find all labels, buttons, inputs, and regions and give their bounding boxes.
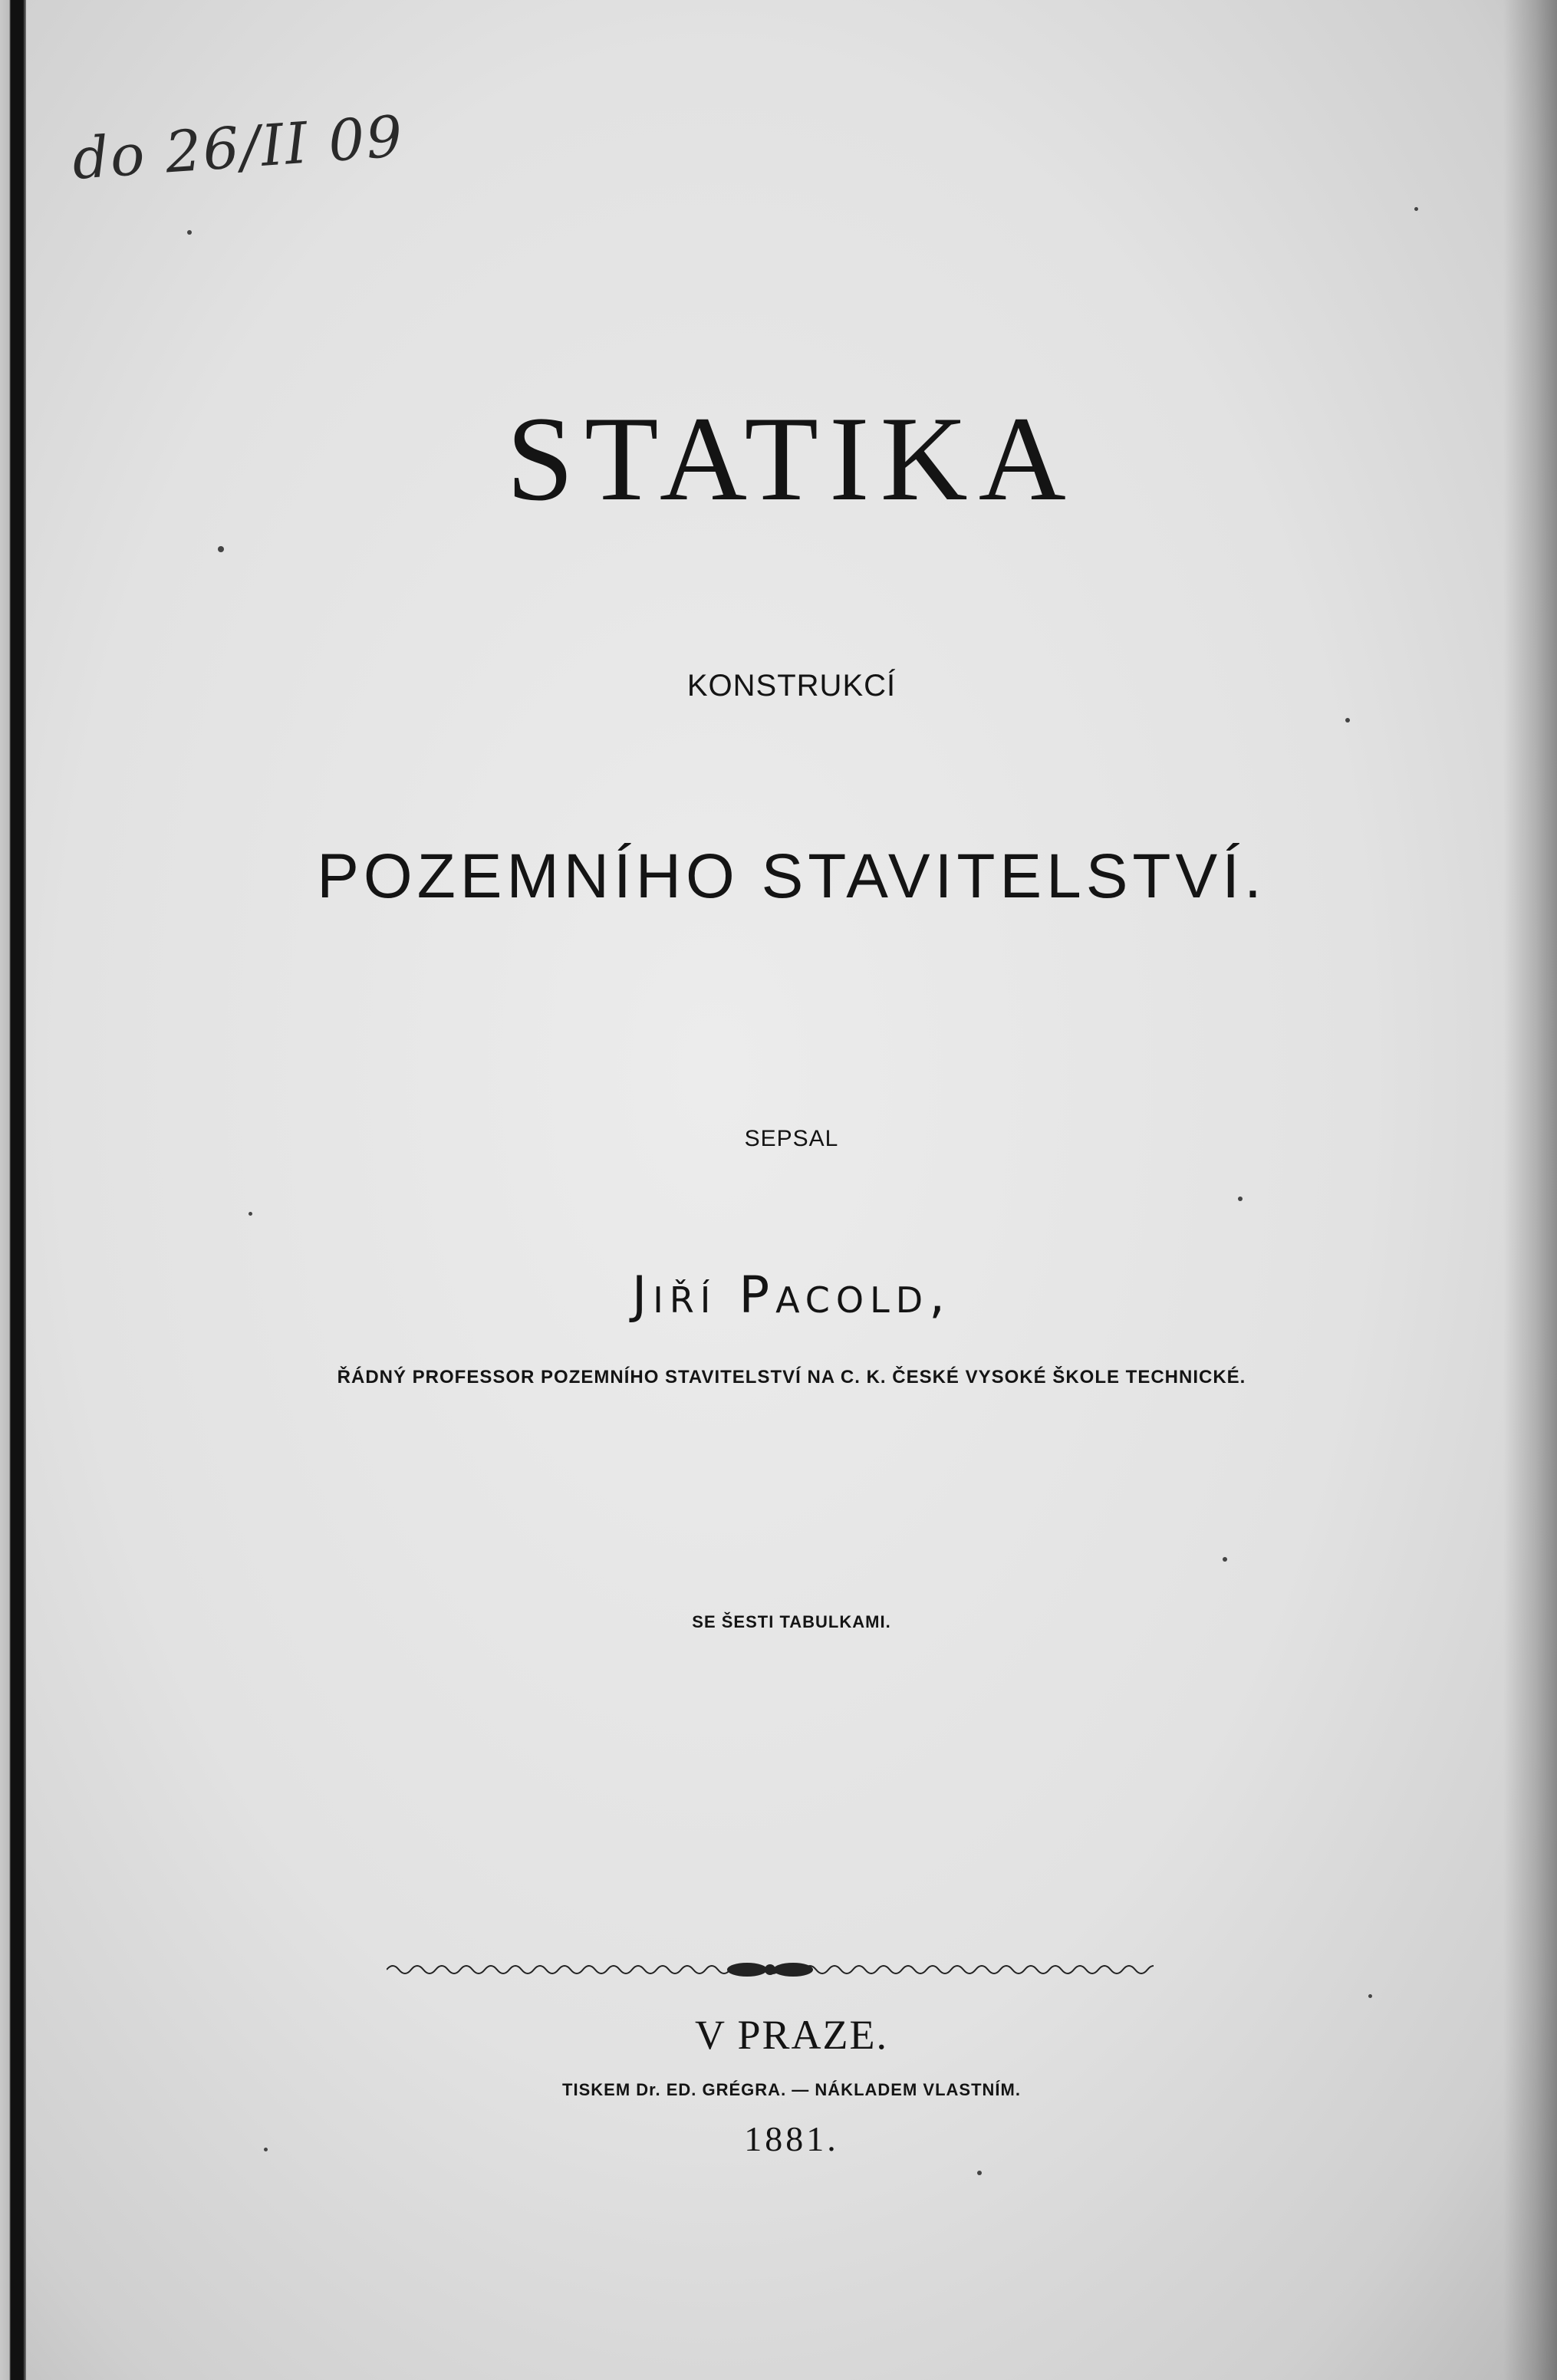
tables-note: SE ŠESTI TABULKAMI. bbox=[692, 1612, 891, 1631]
book-subject: POZEMNÍHO STAVITELSTVÍ. bbox=[317, 841, 1266, 911]
imprint-year: 1881. bbox=[744, 2119, 839, 2158]
imprint-printer: TISKEM Dr. ED. GRÉGRA. — NÁKLADEM VLASTNÍM. bbox=[562, 2080, 1021, 2099]
author-name: Jiří Pacold, bbox=[631, 1266, 952, 1325]
handwritten-note: do 26/II 09 bbox=[70, 104, 407, 193]
book-subtitle: KONSTRUKCÍ bbox=[686, 669, 897, 703]
paper-speck bbox=[1223, 1557, 1227, 1562]
paper-speck bbox=[218, 546, 224, 552]
paper-speck bbox=[264, 2148, 268, 2151]
paper-speck bbox=[1414, 207, 1418, 211]
byline-label: SEPSAL bbox=[744, 1126, 839, 1151]
book-spine-edge bbox=[0, 0, 26, 2380]
ornament-rule bbox=[387, 1954, 1154, 1985]
paper-speck bbox=[187, 230, 192, 235]
imprint-place: V PRAZE. bbox=[694, 2012, 889, 2058]
book-title: STATIKA bbox=[506, 392, 1077, 526]
page-edge-shadow bbox=[1503, 0, 1557, 2380]
paper-speck bbox=[249, 1212, 252, 1216]
title-page bbox=[26, 0, 1557, 2380]
paper-speck bbox=[1368, 1994, 1372, 1998]
paper-speck bbox=[1238, 1197, 1243, 1201]
author-title: ŘÁDNÝ PROFESSOR POZEMNÍHO STAVITELSTVÍ NA C. K. ČESKÉ VYSOKÉ ŠKOLE TECHNICKÉ. bbox=[337, 1367, 1246, 1388]
paper-speck bbox=[977, 2171, 982, 2175]
paper-speck bbox=[1345, 718, 1350, 723]
